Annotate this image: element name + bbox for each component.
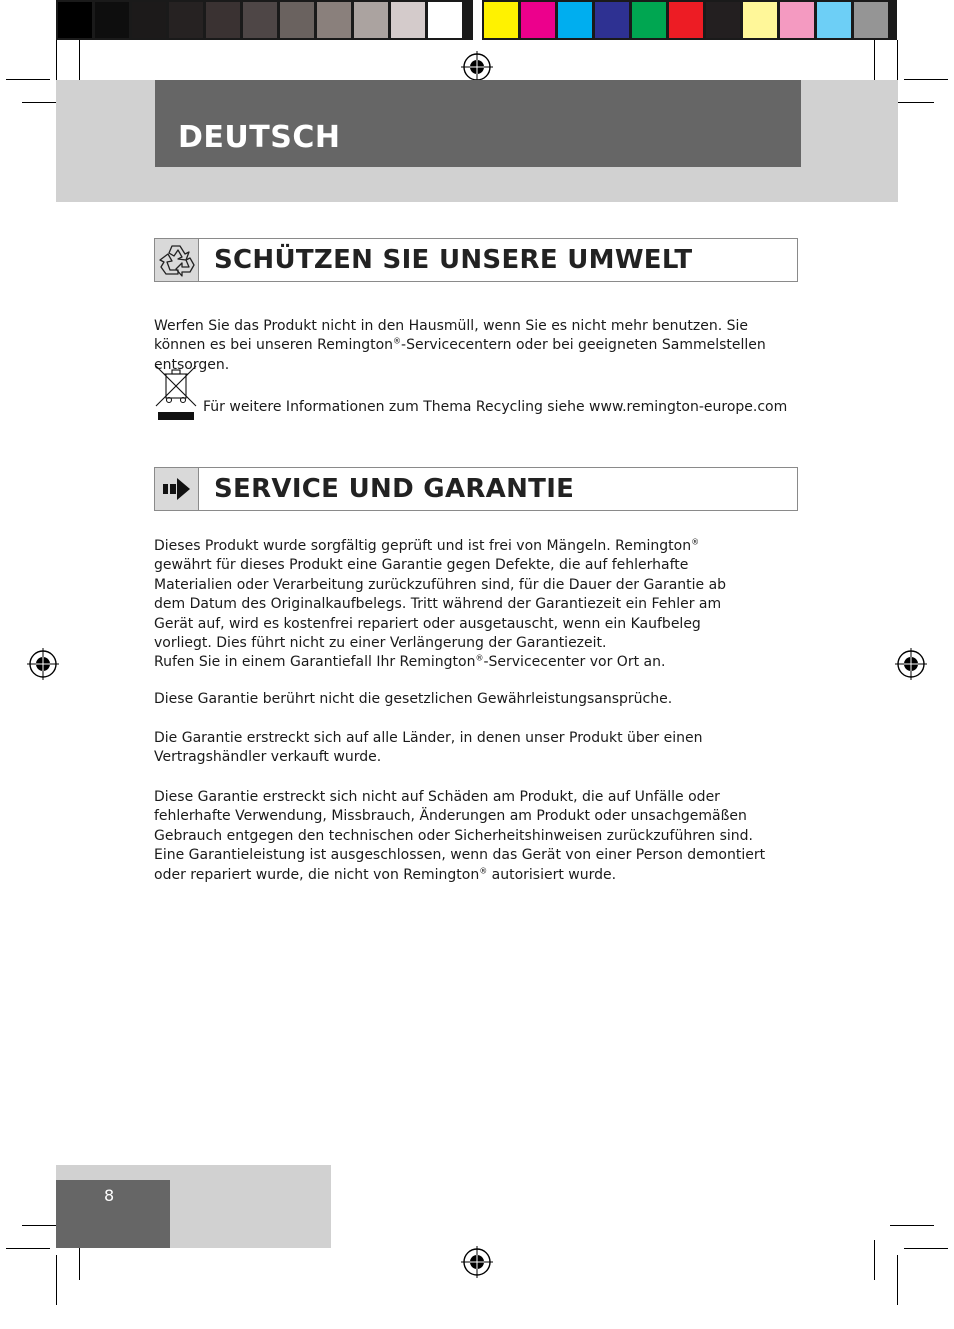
exclusions-paragraph: Diese Garantie erstreckt sich nicht auf Schäden am Produkt, die auf Unfälle oder fehlerhafte Verwendung, Missbrauch, Änderungen am Produkt oder unsachgemäßen Gebrauch entgegen den technischen oder Sicherheitshinweisen zurückzuführen sind. Eine Garantieleistung ist ausgeschlossen, wenn das Gerät von einer Person demontiert oder repariert wurde, die nicht von Remington® autorisiert wurde. [154,789,766,883]
section-title: SERVICE UND GARANTIE [214,474,575,504]
color-swatch [95,2,129,38]
registration-mark-icon [461,1246,493,1278]
registration-mark-icon [27,648,59,680]
color-swatch [743,2,777,38]
language-title: DEUTSCH [178,120,341,155]
crossed-out-bin-icon [154,364,198,422]
color-swatch [484,2,518,38]
crop-mark [897,1255,898,1305]
color-swatch [780,2,814,38]
color-swatch [354,2,388,38]
color-swatch [632,2,666,38]
color-swatch [595,2,629,38]
color-swatch [206,2,240,38]
color-calibration-bar [482,0,897,40]
color-swatch [243,2,277,38]
color-swatch [58,2,92,38]
warranty-paragraph: Dieses Produkt wurde sorgfältig geprüft und ist frei von Mängeln. Remington® gewährt für dieses Produkt eine Garantie gegen Defekte, die auf fehlerhafte Materialien oder Verarbeitung zurückzuführen sind, für die Dauer der Garantie ab dem Datum des Originalkaufbelegs. Tritt während der Garantiezeit ein Fehler am Gerät auf, wird es kostenfrei repariert oder ausgetauscht, wenn ein Kaufbeleg vorliegt. Dies führt nicht zu einer Verlängerung der Garantiezeit. Rufen Sie in einem Garantiefall Ihr Remington®-Servicecenter vor Ort an. [154,537,727,671]
statutory-rights-paragraph: Diese Garantie berührt nicht die gesetzlichen Gewährleistungsansprüche. [154,691,673,707]
color-swatch [280,2,314,38]
section-header-environment [154,238,798,282]
color-swatch [706,2,740,38]
crop-mark [904,1248,948,1249]
crop-mark [904,79,948,80]
color-swatch [132,2,166,38]
color-swatch [558,2,592,38]
color-swatch [391,2,425,38]
crop-mark [890,1225,934,1226]
registration-mark-icon [895,648,927,680]
color-swatch [169,2,203,38]
recycling-info-text: Für weitere Informationen zum Thema Recycling siehe www.remington-europe.com [203,399,788,415]
page-number: 8 [104,1186,115,1205]
section-header-service [154,467,798,511]
registration-mark-icon [461,51,493,83]
coverage-paragraph: Die Garantie erstreckt sich auf alle Länder, in denen unser Produkt über einen Vertragshändler verkauft wurde. [154,730,703,766]
crop-mark [6,79,50,80]
grayscale-calibration-bar [56,0,473,40]
color-swatch [521,2,555,38]
recycle-icon [155,239,199,281]
color-swatch [669,2,703,38]
crop-mark [56,1255,57,1305]
color-swatch [317,2,351,38]
crop-mark [6,1248,50,1249]
disposal-paragraph: Werfen Sie das Produkt nicht in den Hausmüll, wenn Sie es nicht mehr benutzen. Sie können es bei unseren Remington®-Servicecentern oder bei geeigneten Sammelstellen entsorgen. [154,318,766,373]
crop-mark [874,1240,875,1280]
color-swatch [428,2,462,38]
color-swatch [854,2,888,38]
section-title: SCHÜTZEN SIE UNSERE UMWELT [214,245,693,275]
color-swatch [817,2,851,38]
arrow-right-icon [155,468,199,510]
